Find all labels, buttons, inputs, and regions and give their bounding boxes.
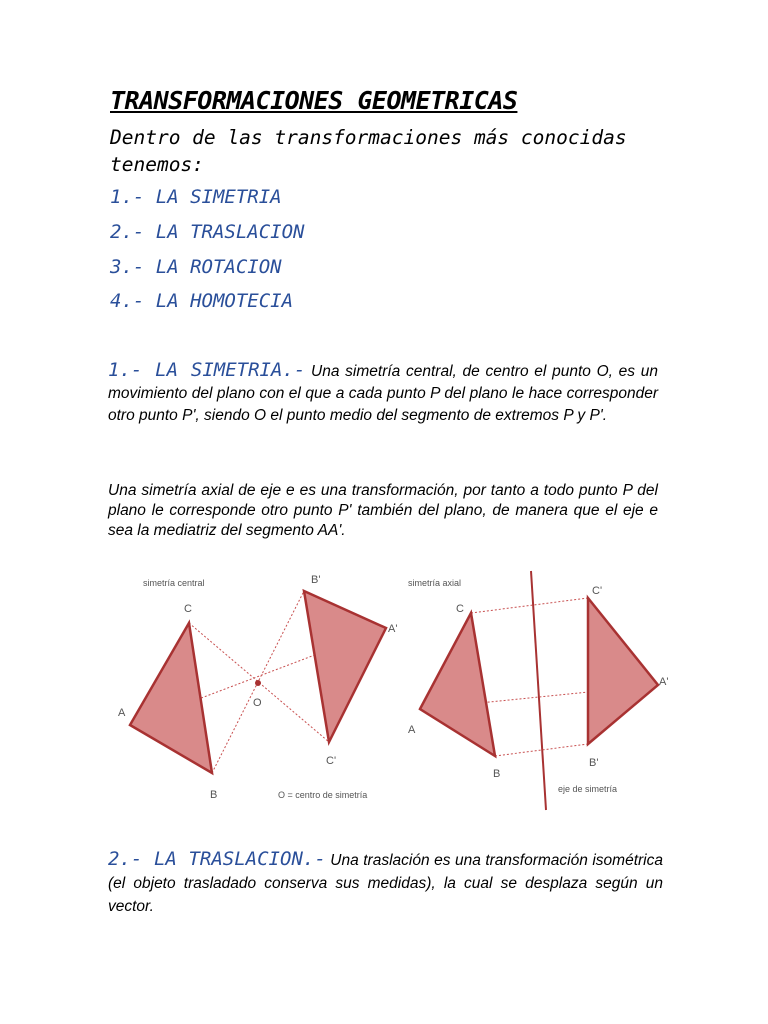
line-c-c-prime-axial <box>471 598 588 613</box>
traslacion-heading: 2.- LA TRASLACION.- <box>108 848 326 870</box>
list-item-traslacion: 2.- LA TRASLACION <box>110 221 305 243</box>
list-item-rotacion: 3.- LA ROTACION <box>110 256 282 278</box>
axial-symmetry-diagram <box>408 571 668 810</box>
label-c-prime-axial: C' <box>592 585 603 597</box>
label-o: O <box>253 697 262 709</box>
label-b-axial: B <box>493 768 501 780</box>
symmetry-axis <box>531 571 546 810</box>
simetria-heading: 1.- LA SIMETRIA.- <box>108 359 306 381</box>
triangle-a-b-c-prime-axial <box>588 598 658 744</box>
traslacion-paragraph <box>108 848 663 918</box>
label-a-prime-axial: A' <box>659 676 668 688</box>
point-o <box>255 680 261 686</box>
label-b-prime: B' <box>311 574 321 586</box>
label-a-prime: A' <box>388 623 398 635</box>
simetria-central-paragraph <box>108 359 658 427</box>
simetria-figure <box>108 568 668 816</box>
left-footer: O = centro de simetría <box>278 790 368 800</box>
label-b-prime-axial: B' <box>589 757 599 769</box>
page-title: TRANSFORMACIONES GEOMETRICAS <box>110 86 518 115</box>
label-c-axial: C <box>456 603 464 615</box>
triangle-abc-axial <box>420 613 495 756</box>
label-a: A <box>118 707 126 719</box>
traslacion-text: Una traslación es una transformación isométrica (el objeto trasladado conserva sus medidas), la cual se desplaza según un vector. <box>108 852 663 915</box>
label-c: C <box>184 603 192 615</box>
label-a-axial: A <box>408 724 416 736</box>
left-caption: simetría central <box>143 578 205 588</box>
right-caption: simetría axial <box>408 578 462 588</box>
simetria-central-text: Una simetría central, de centro el punto O, es un movimiento del plano con el que a cada punto P del plano le hace corresponder otro punto P', siendo O el punto medio del segmento de extremos P y P'. <box>108 363 658 424</box>
right-footer: eje de simetría <box>558 784 618 794</box>
list-item-homotecia: 4.- LA HOMOTECIA <box>110 290 294 312</box>
triangle-a-b-c-prime <box>304 591 386 742</box>
intro-paragraph: Dentro de las transformaciones más conocidas tenemos: <box>110 126 627 176</box>
central-symmetry-diagram <box>118 574 397 801</box>
label-b: B <box>210 789 218 801</box>
label-c-prime: C' <box>326 755 337 767</box>
triangle-abc <box>130 623 212 773</box>
list-item-simetria: 1.- LA SIMETRIA <box>110 186 282 208</box>
simetria-axial-paragraph: Una simetría axial de eje e es una transformación, por tanto a todo punto P del plano le corresponde otro punto P' también del plano, de manera que el eje e sea la mediatriz del segmento AA'. <box>108 482 658 539</box>
